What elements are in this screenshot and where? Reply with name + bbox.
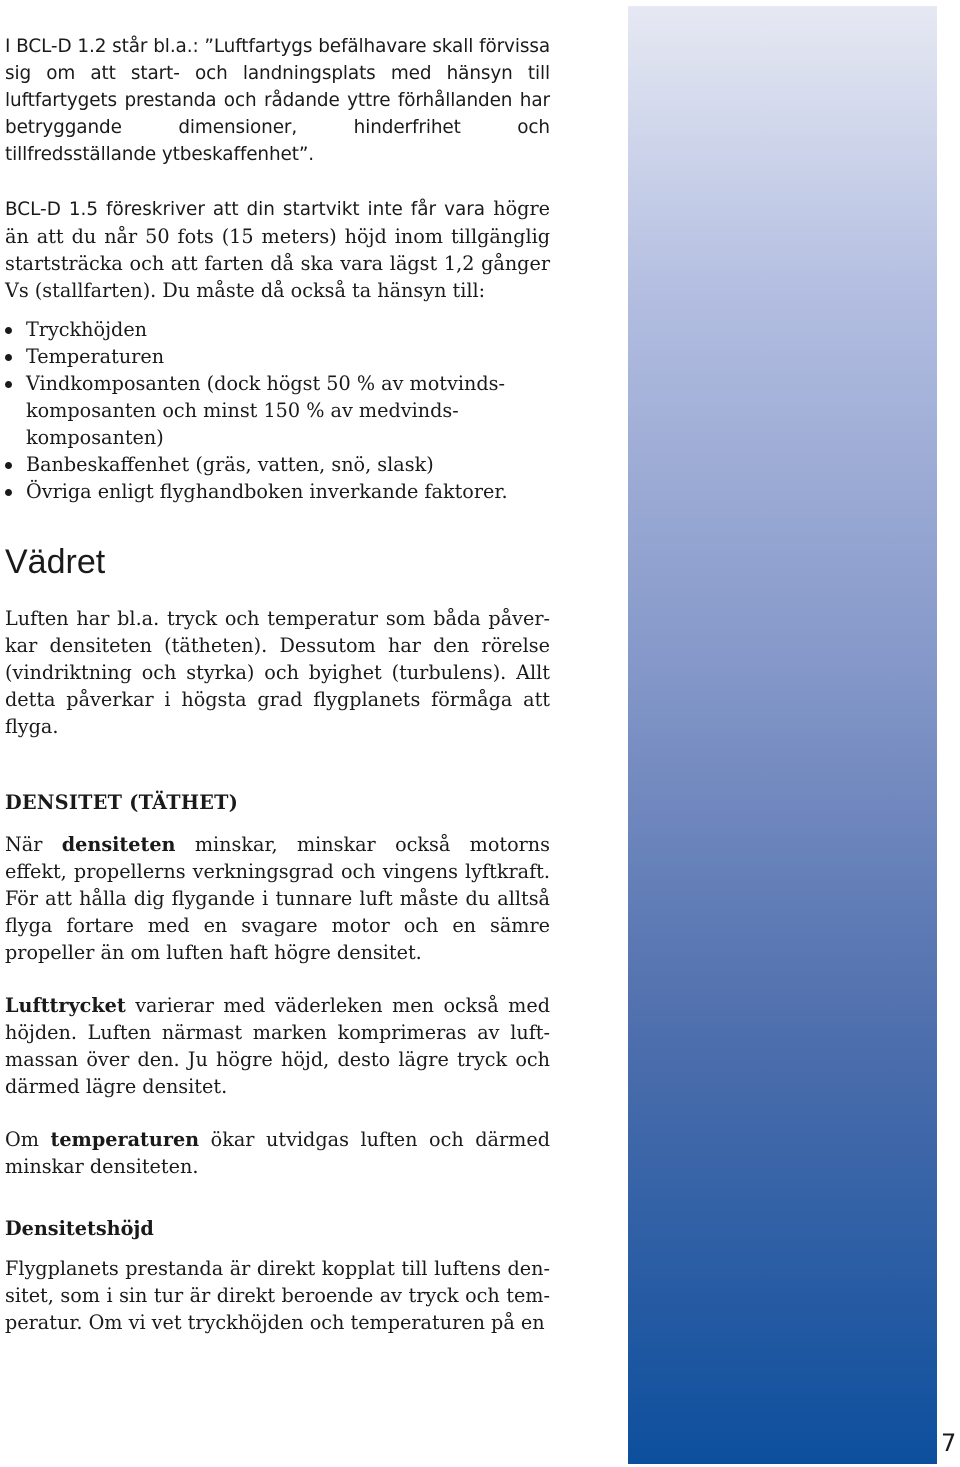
density-p3-pre: Om (5, 1128, 51, 1151)
list-item-text: Tryckhöjden (26, 318, 148, 341)
list-item-text: Vindkomposanten (dock högst 50 % av motvindskomposanten och minst 150 % av medvindskomposanten) (26, 372, 505, 449)
main-text-column (5, 33, 550, 1336)
page-number: 7 (941, 1429, 957, 1457)
list-item-text: Banbeskaffenhet (gräs, vatten, snö, slask) (26, 453, 434, 476)
density-heading: DENSITET (TÄTHET) (5, 791, 239, 814)
bullet-icon (5, 489, 12, 496)
bullet-icon (5, 327, 12, 334)
list-item (5, 343, 550, 370)
density-p1-pre: När (5, 833, 62, 856)
bullet-icon (5, 354, 12, 361)
density-p2-post: varierar med väderleken men också med höjden. Luften närmast marken komprimeras av luftmassan över den. Ju högre höjd, desto lägre tryck och därmed lägre densitet. (5, 994, 550, 1098)
factors-list (5, 316, 550, 505)
bcl-15-body: högre än att du når 50 fots (15 meters) höjd inom tillgänglig startsträcka och att farten då ska vara lägst 1,2 gånger Vs (stallfarten). Du måste då också ta hänsyn till: (5, 197, 550, 302)
list-item-text: Temperaturen (26, 345, 165, 368)
bullet-icon (5, 462, 12, 469)
density-altitude-paragraph: Flygplanets prestanda är direkt kopplat till luftens densitet, som i sin tur är direkt beroende av tryck och temperatur. Om vi vet tryckhöjden och temperaturen på en (5, 1257, 550, 1334)
density-paragraph-2 (5, 992, 550, 1100)
density-term: densiteten (61, 833, 176, 856)
weather-heading: Vädret (5, 543, 106, 581)
temperature-term: temperaturen (50, 1128, 200, 1151)
intro-quote: ”Luftfartygs befälhavare skall förvissa sig om att start- och landningsplats med hänsyn till luftfartygets prestanda och rådande yttre förhållanden har betryggande dimensioner, hinderfrihet och tillfredsställande ytbeskaffenhet”. (5, 36, 550, 165)
intro-paragraph (5, 33, 550, 168)
density-altitude-heading: Densitetshöjd (5, 1217, 154, 1240)
list-item (5, 478, 550, 505)
weather-paragraph: Luften har bl.a. tryck och temperatur som båda påverkar densiteten (tätheten). Dessutom har den rörelse (vindriktning och styrka) och byighet (turbulens). Allt detta påverkar i högsta grad flygplanets förmåga att flyga. (5, 607, 550, 738)
density-paragraph-3 (5, 1126, 550, 1180)
list-item (5, 451, 550, 478)
density-p1-post: minskar, minskar också motorns effekt, propellerns verkningsgrad och vingens lyftkraft. För att hålla dig flygande i tunnare luft måste du alltså flyga fortare med en svagare motor och en sämre propeller än om luften haft högre densitet. (5, 833, 551, 964)
bcl-15-lead: BCL-D 1.5 föreskriver att din startvikt inte får vara (5, 199, 486, 220)
bullet-icon (5, 381, 12, 388)
list-item (5, 316, 550, 343)
density-paragraph-1 (5, 831, 550, 966)
pressure-term: Lufttrycket (5, 994, 126, 1017)
intro-lead: I BCL-D 1.2 står bl.a.: (5, 36, 199, 57)
list-item-text: Övriga enligt flyghandboken inverkande faktorer. (26, 480, 508, 503)
bcl-15-paragraph (5, 195, 550, 304)
density-p3-post: ökar utvidgas luften och därmed minskar densiteten. (5, 1128, 550, 1178)
decorative-gradient-sidebar (628, 6, 937, 1464)
list-item (5, 370, 550, 451)
